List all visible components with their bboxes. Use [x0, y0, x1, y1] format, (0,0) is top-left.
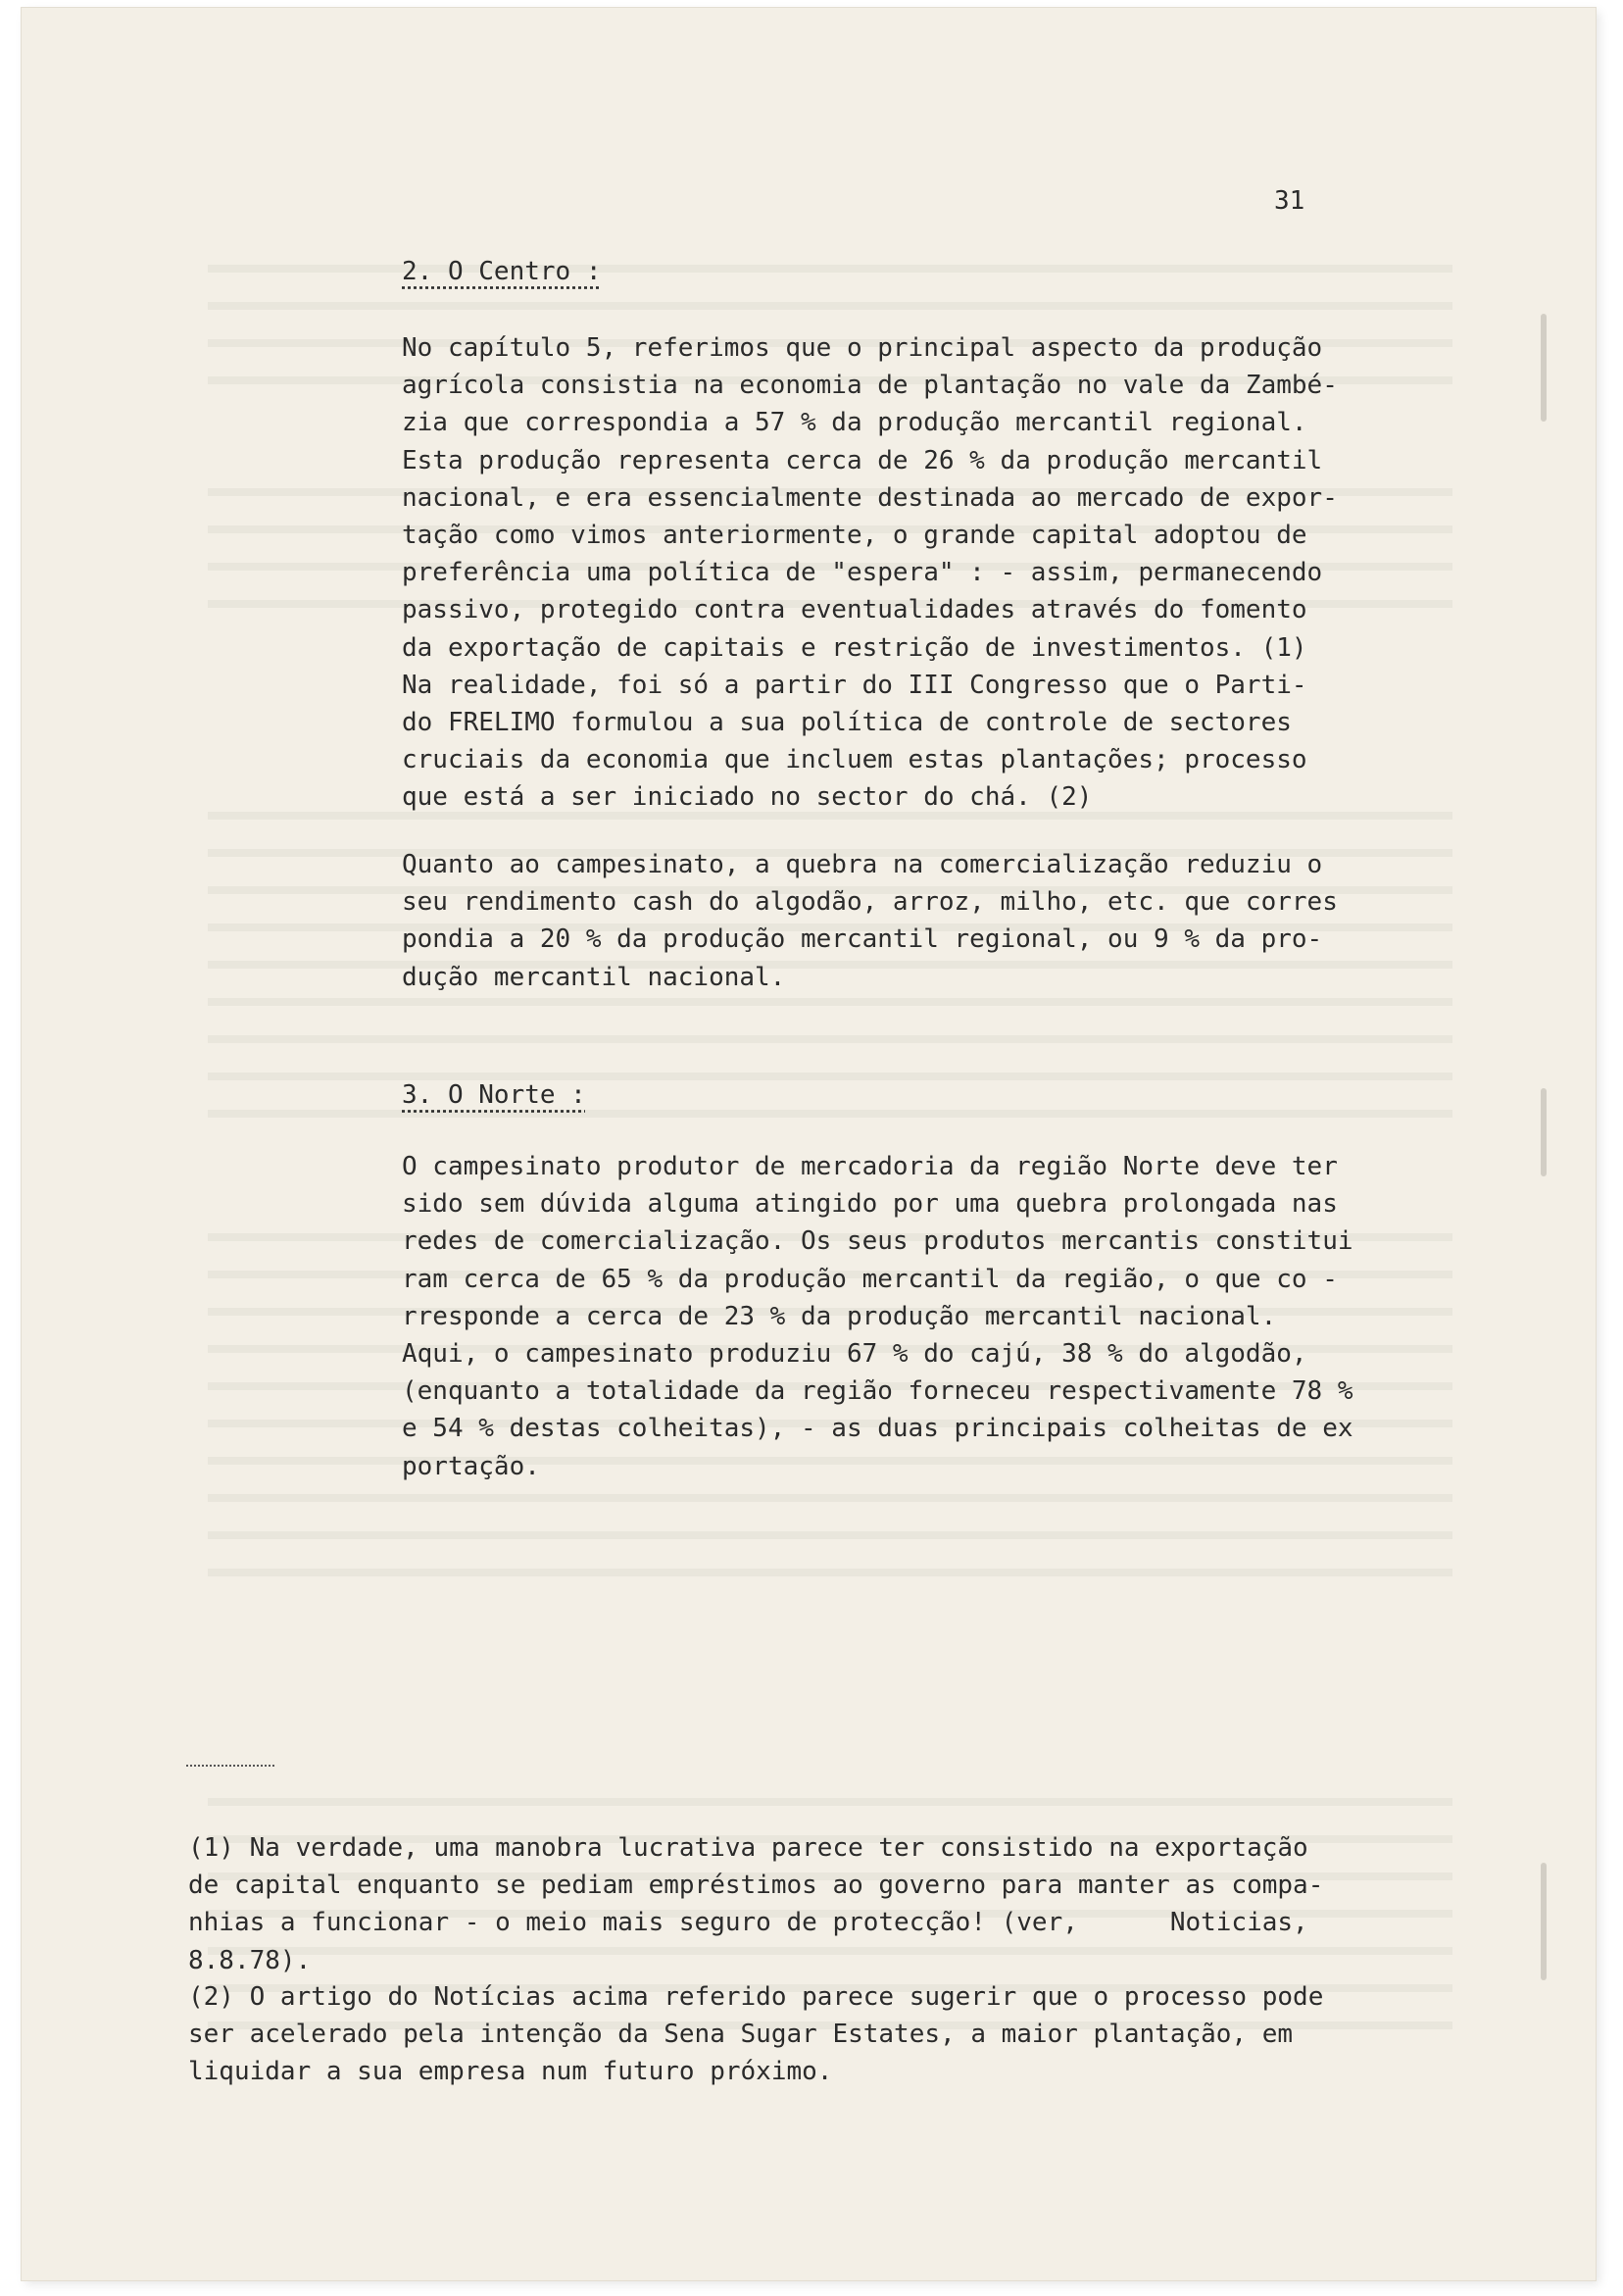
footnote-separator — [186, 1765, 274, 1767]
punch-hole-mark — [1541, 1088, 1547, 1176]
section-heading-norte — [402, 1076, 586, 1114]
footnote-2: (2) O artigo do Notícias acima referido parece sugerir que o processo pode ser acelerado pela intenção da Sena Sugar Estates, a maior plantação, em liquidar a sua empresa num futuro próximo. — [188, 1982, 1324, 2087]
punch-hole-mark — [1541, 314, 1547, 422]
footnote-1: (1) Na verdade, uma manobra lucrativa parece ter consistido na exportação de capital enquanto se pediam empréstimos ao governo para manter as compa- nhias a funcionar - o meio mais seguro de protecção! (ver, Noticias, 8.8.78). — [188, 1833, 1324, 1975]
punch-hole-mark — [1541, 1863, 1547, 1980]
paragraph-centro-1: No capítulo 5, referimos que o principal aspecto da produção agrícola consistia na economia de plantação no vale da Zambé- zia que correspondia a 57 % da produção mercantil regional. Esta produção representa cerca de 26 % da produção mercantil nacional, e era essencialmente destinada ao mercado de expor- tação como vimos anteriormente, o grande capital adoptou de preferência uma política de "espera" : - assim, permanecendo passivo, protegido contra eventualidades através do fomento da exportação de capitais e restrição de investimentos. (1) Na realidade, foi só a partir do III Congresso que o Parti- do FRELIMO formulou a sua política de controle de sectores cruciais da economia que incluem estas plantações; processo que está a ser iniciado no sector do chá. (2) — [402, 333, 1338, 813]
section-heading-text: 2. O Centro : — [402, 257, 602, 286]
section-heading-centro — [402, 253, 602, 290]
section-heading-text: 3. O Norte : — [402, 1080, 586, 1110]
paragraph-norte-1: O campesinato produtor de mercadoria da região Norte deve ter sido sem dúvida alguma atingido por uma quebra prolongada nas redes de comercialização. Os seus produtos mercantis constitui ram cerca de 65 % da produção mercantil da região, o que co - rresponde a cerca de 23 % da produção mercantil nacional. Aqui, o campesinato produziu 67 % do cajú, 38 % do algodão, (enquanto a totalidade da região forneceu respectivamente 78 % e 54 % destas colheitas), - as duas principais colheitas de ex portação. — [402, 1152, 1353, 1481]
page-number: 31 — [1274, 186, 1305, 216]
paragraph-centro-2: Quanto ao campesinato, a quebra na comercialização reduziu o seu rendimento cash do algodão, arroz, milho, etc. que corres pondia a 20 % da produção mercantil regional, ou 9 % da pro- dução mercantil nacional. — [402, 850, 1338, 992]
